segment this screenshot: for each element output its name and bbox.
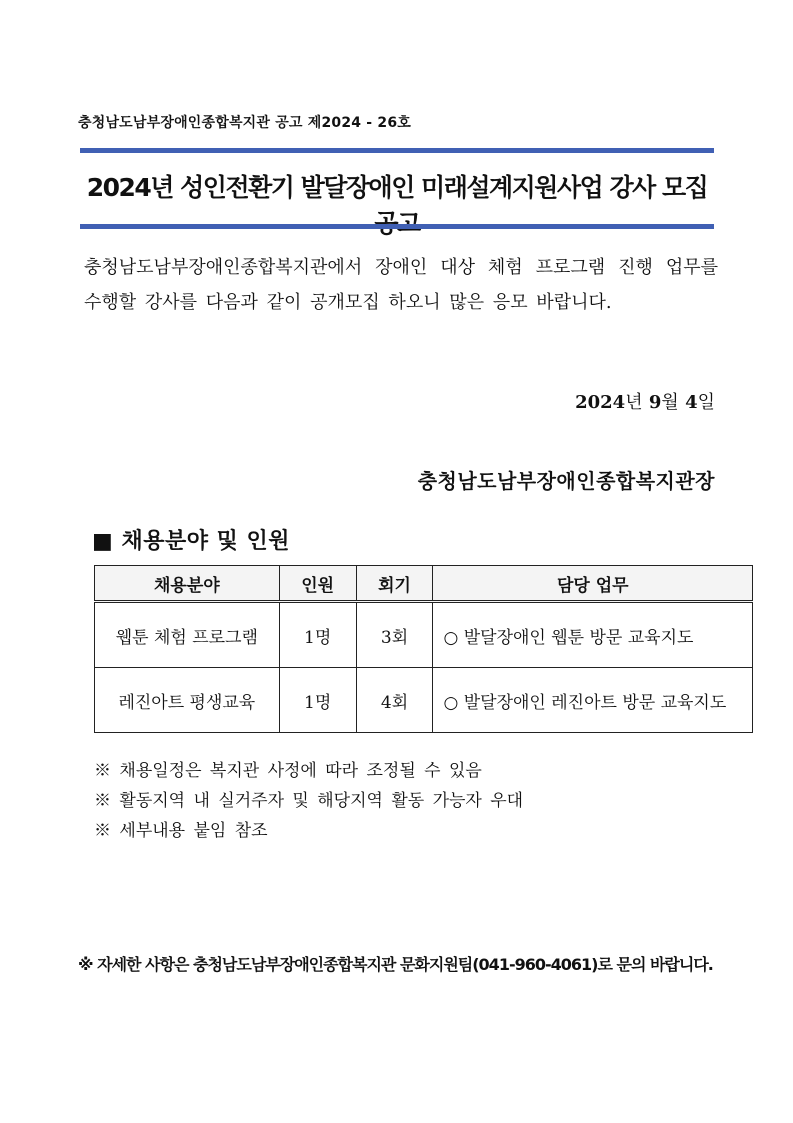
cell-duty: ○ 발달장애인 웹툰 방문 교육지도 — [433, 602, 753, 668]
title-bottom-rule — [80, 224, 714, 229]
cell-count: 1명 — [279, 668, 356, 733]
note-item: ※ 세부내용 붙임 참조 — [94, 821, 268, 841]
note-item: ※ 활동지역 내 실거주자 및 해당지역 활동 가능자 우대 — [94, 791, 524, 811]
intro-paragraph: 충청남도남부장애인종합복지관에서 장애인 대상 체험 프로그램 진행 업무를 수행할 강사를 다음과 같이 공개모집 하오니 많은 응모 바랍니다. — [84, 257, 718, 313]
note-item: ※ 채용일정은 복지관 사정에 따라 조정될 수 있음 — [94, 761, 482, 781]
date-month: 9 — [648, 392, 662, 413]
notice-number: 충청남도남부장애인종합복지관 공고 제2024 - 26호 — [78, 115, 411, 131]
date-day: 4 — [685, 392, 698, 413]
header-field: 채용분야 — [95, 566, 280, 602]
date-year-unit: 년 — [625, 392, 643, 413]
contact-notice: ※ 자세한 사항은 충청남도남부장애인종합복지관 문화지원팀(041-960-4061)로 문의 바랍니다. — [78, 955, 713, 974]
title-top-rule — [80, 148, 714, 153]
header-sessions: 회기 — [356, 566, 433, 602]
cell-sessions: 4회 — [356, 668, 433, 733]
notice-date — [575, 388, 715, 414]
recruitment-table — [94, 565, 753, 733]
header-count: 인원 — [279, 566, 356, 602]
table-row — [95, 602, 753, 668]
organization-signature: 충청남도남부장애인종합복지관장 — [417, 469, 715, 493]
table-row — [95, 668, 753, 733]
date-year: 2024 — [575, 392, 626, 413]
cell-field: 웹툰 체험 프로그램 — [95, 602, 280, 668]
notes-list — [94, 756, 523, 846]
cell-sessions: 3회 — [356, 602, 433, 668]
page-title: 2024년 성인전환기 발달장애인 미래설계지원사업 강사 모집 — [86, 173, 708, 202]
cell-duty: ○ 발달장애인 레진아트 방문 교육지도 — [433, 668, 753, 733]
section-heading: ■ 채용분야 및 인원 — [92, 529, 291, 554]
header-duty: 담당 업무 — [433, 566, 753, 602]
cell-count: 1명 — [279, 602, 356, 668]
cell-field: 레진아트 평생교육 — [95, 668, 280, 733]
table-header-row — [95, 566, 753, 602]
date-day-unit: 일 — [697, 392, 715, 413]
date-month-unit: 월 — [661, 392, 679, 413]
